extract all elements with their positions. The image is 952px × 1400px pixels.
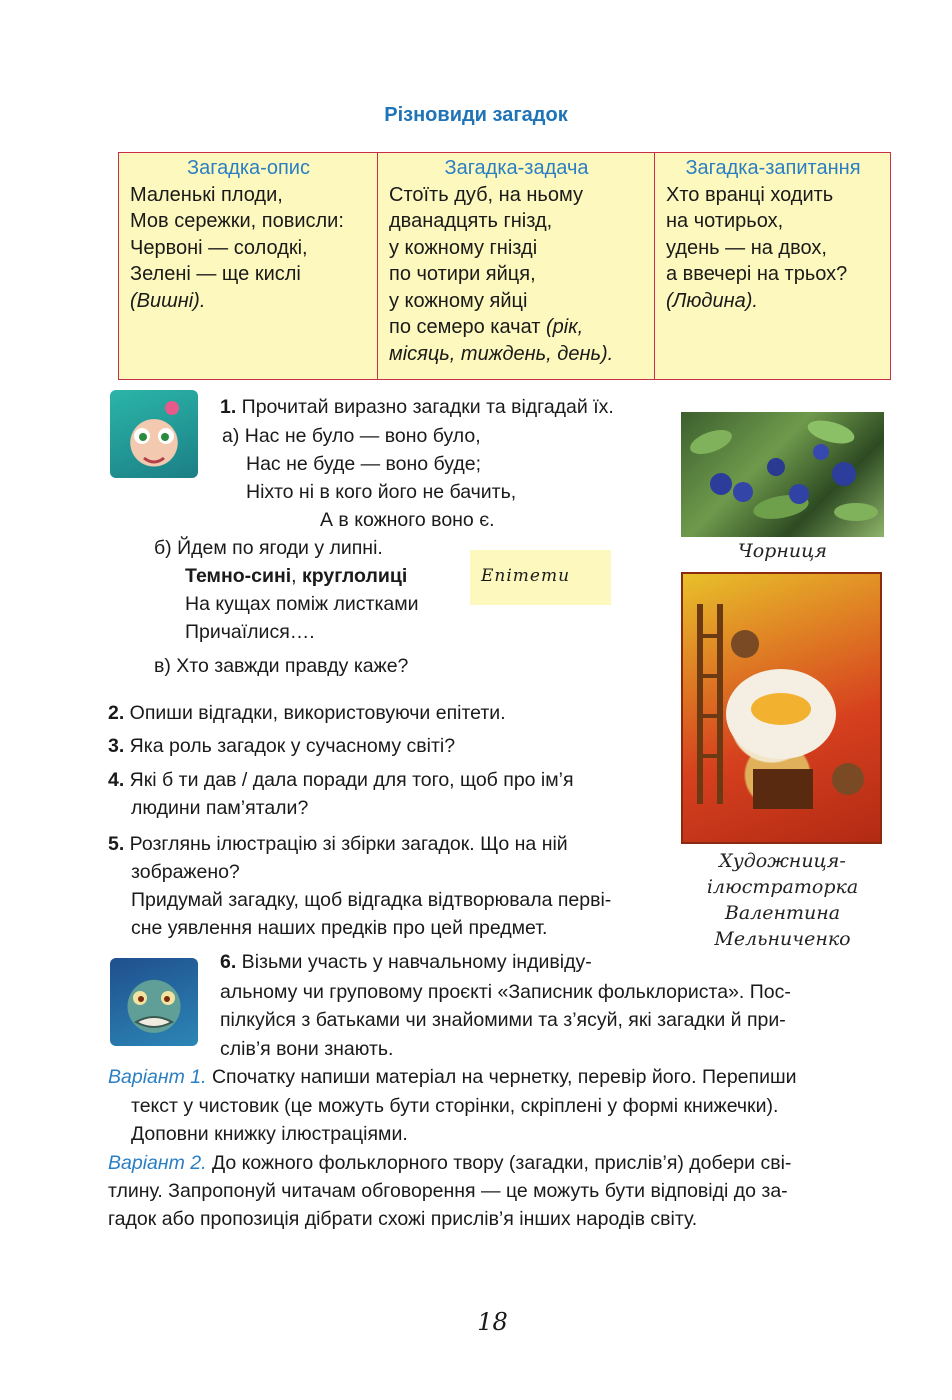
task-2 — [108, 699, 506, 727]
illustrator-caption — [681, 848, 884, 952]
task-number: 2. — [108, 702, 125, 724]
task-6-line: пілкуйся з батьками чи знайомими та з’ясуй, які загадки й при- — [220, 1009, 786, 1031]
task-number: 5. — [108, 833, 125, 855]
epithets-label: Епітети — [481, 566, 571, 586]
riddle-line: Зелені — ще кислі — [130, 263, 301, 285]
variant-1-line: текст у чистовик (це можуть бути сторінки, скріплені у формі книжечки). — [131, 1095, 779, 1117]
riddle-line: у кожному яйці — [389, 289, 528, 312]
task-3 — [108, 732, 455, 760]
riddle-line: Мов сережки, повисли: — [130, 210, 344, 232]
girl-face-icon — [110, 390, 198, 478]
variant-text: До кожного фольклорного твору (загадки, прислів’я) добери сві- — [206, 1152, 792, 1174]
riddle-b-intro: б) Йдем по ягоди у липні. — [154, 537, 383, 559]
troll-character-image — [110, 958, 198, 1046]
variant-label: Варіант 2. — [108, 1152, 207, 1174]
bilberry-icon — [681, 412, 884, 537]
riddle-a-line: а) Нас не було — воно було, — [222, 425, 481, 447]
riddle-line: удень — на двох, — [666, 236, 827, 259]
page-number: 18 — [477, 1308, 508, 1336]
column-header: Загадка-запитання — [685, 157, 861, 179]
variant-text: Спочатку напиши матеріал на чернетку, перевір його. Перепиши — [206, 1066, 797, 1088]
epithets-note — [470, 550, 611, 605]
task-text: Яка роль загадок у сучасному світі? — [124, 735, 456, 757]
task-text: Візьми участь у навчальному індивіду- — [236, 951, 592, 973]
riddle-answer: (Вишні). — [130, 289, 206, 312]
task-number: 1. — [220, 396, 237, 418]
egg-anvil-illustration-icon — [683, 574, 880, 842]
riddle-b-comma: , — [291, 565, 303, 587]
riddle-answer: (Людина). — [666, 289, 758, 312]
riddle-a-line: Ніхто ні в кого його не бачить, — [246, 481, 517, 503]
caption-line: Валентина — [724, 902, 841, 924]
task-6-line: альному чи груповому проєкті «Записник фольклориста». Пос- — [220, 981, 791, 1003]
task-6-line: слів’я вони знають. — [220, 1038, 394, 1060]
riddle-line: Маленькі плоди, — [130, 183, 283, 206]
task-text: Опиши відгадки, використовуючи епітети. — [124, 702, 506, 724]
bilberry-caption: Чорниця — [738, 540, 827, 562]
variant-2-line: гадок або пропозиція дібрати схожі прислів’я інших народів світу. — [108, 1208, 698, 1230]
variant-1 — [108, 1063, 797, 1091]
task-4-cont: людини пам’ятали? — [131, 797, 309, 819]
riddle-v-line: в) Хто завжди правду каже? — [154, 655, 409, 677]
riddle-b-line — [185, 562, 407, 590]
riddle-b-line: На кущах поміж листками — [185, 593, 419, 615]
riddle-line: а ввечері на трьох? — [666, 263, 848, 285]
riddle-line: Червоні — солодкі, — [130, 236, 308, 259]
variant-2-line: тлину. Запропонуй читачам обговорення — це можуть бути відповіді до за- — [108, 1180, 788, 1202]
riddle-task-cell — [378, 153, 655, 380]
task-number: 3. — [108, 735, 125, 757]
task-5 — [108, 830, 568, 858]
riddle-line-text: по семеро качат — [389, 316, 547, 338]
task-4 — [108, 766, 574, 794]
variant-1-line: Доповни книжку ілюстраціями. — [131, 1123, 408, 1145]
caption-line: Мельниченко — [714, 928, 851, 950]
task-text: Які б ти дав / дала поради для того, щоб про ім’я — [124, 769, 574, 791]
riddle-answer: (рік, — [546, 316, 584, 338]
task-1 — [220, 393, 614, 421]
task-number: 6. — [220, 951, 237, 973]
riddle-line: дванадцять гнізд, — [389, 210, 553, 232]
caption-line: Художниця- — [719, 850, 846, 872]
task-5-cont: Придумай загадку, щоб відгадка відтворювала перві- — [131, 889, 612, 911]
riddle-b-line: Причаїлися…. — [185, 621, 315, 643]
caption-line: ілюстраторка — [706, 876, 859, 898]
column-header: Загадка-опис — [187, 157, 310, 179]
task-5-cont: сне уявлення наших предків про цей предмет. — [131, 917, 548, 939]
variant-2 — [108, 1149, 791, 1177]
riddle-a-line: Нас не буде — воно буде; — [246, 453, 482, 475]
riddle-line: Стоїть дуб, на ньому — [389, 183, 583, 206]
epithet-word: круглолиці — [302, 565, 408, 587]
epithet-word: Темно-сині — [185, 565, 292, 587]
riddle-book-illustration — [681, 572, 882, 844]
riddle-a-line: А в кожного воно є. — [320, 509, 495, 531]
task-text: Розглянь ілюстрацію зі збірки загадок. Що на ній — [124, 833, 568, 855]
bilberry-photo — [681, 412, 884, 537]
riddle-line — [389, 314, 644, 341]
riddle-line: у кожному гнізді — [389, 236, 538, 259]
riddle-description-cell — [119, 153, 378, 380]
task-5-cont: зображено? — [131, 861, 240, 883]
section-title: Різновиди загадок — [384, 104, 568, 126]
riddle-line: по чотири яйця, — [389, 263, 536, 285]
riddle-answer-cont: місяць, тиждень, день). — [389, 342, 614, 365]
column-header: Загадка-задача — [444, 157, 589, 179]
riddle-types-table — [118, 152, 891, 380]
task-text: Прочитай виразно загадки та відгадай їх. — [236, 396, 614, 418]
riddle-question-cell — [655, 153, 891, 380]
variant-label: Варіант 1. — [108, 1066, 207, 1088]
riddle-line: Хто вранці ходить — [666, 183, 834, 206]
task-number: 4. — [108, 769, 125, 791]
troll-face-icon — [110, 958, 198, 1046]
riddle-line: на чотирьох, — [666, 210, 784, 232]
task-6 — [220, 948, 592, 976]
girl-character-image — [110, 390, 198, 478]
